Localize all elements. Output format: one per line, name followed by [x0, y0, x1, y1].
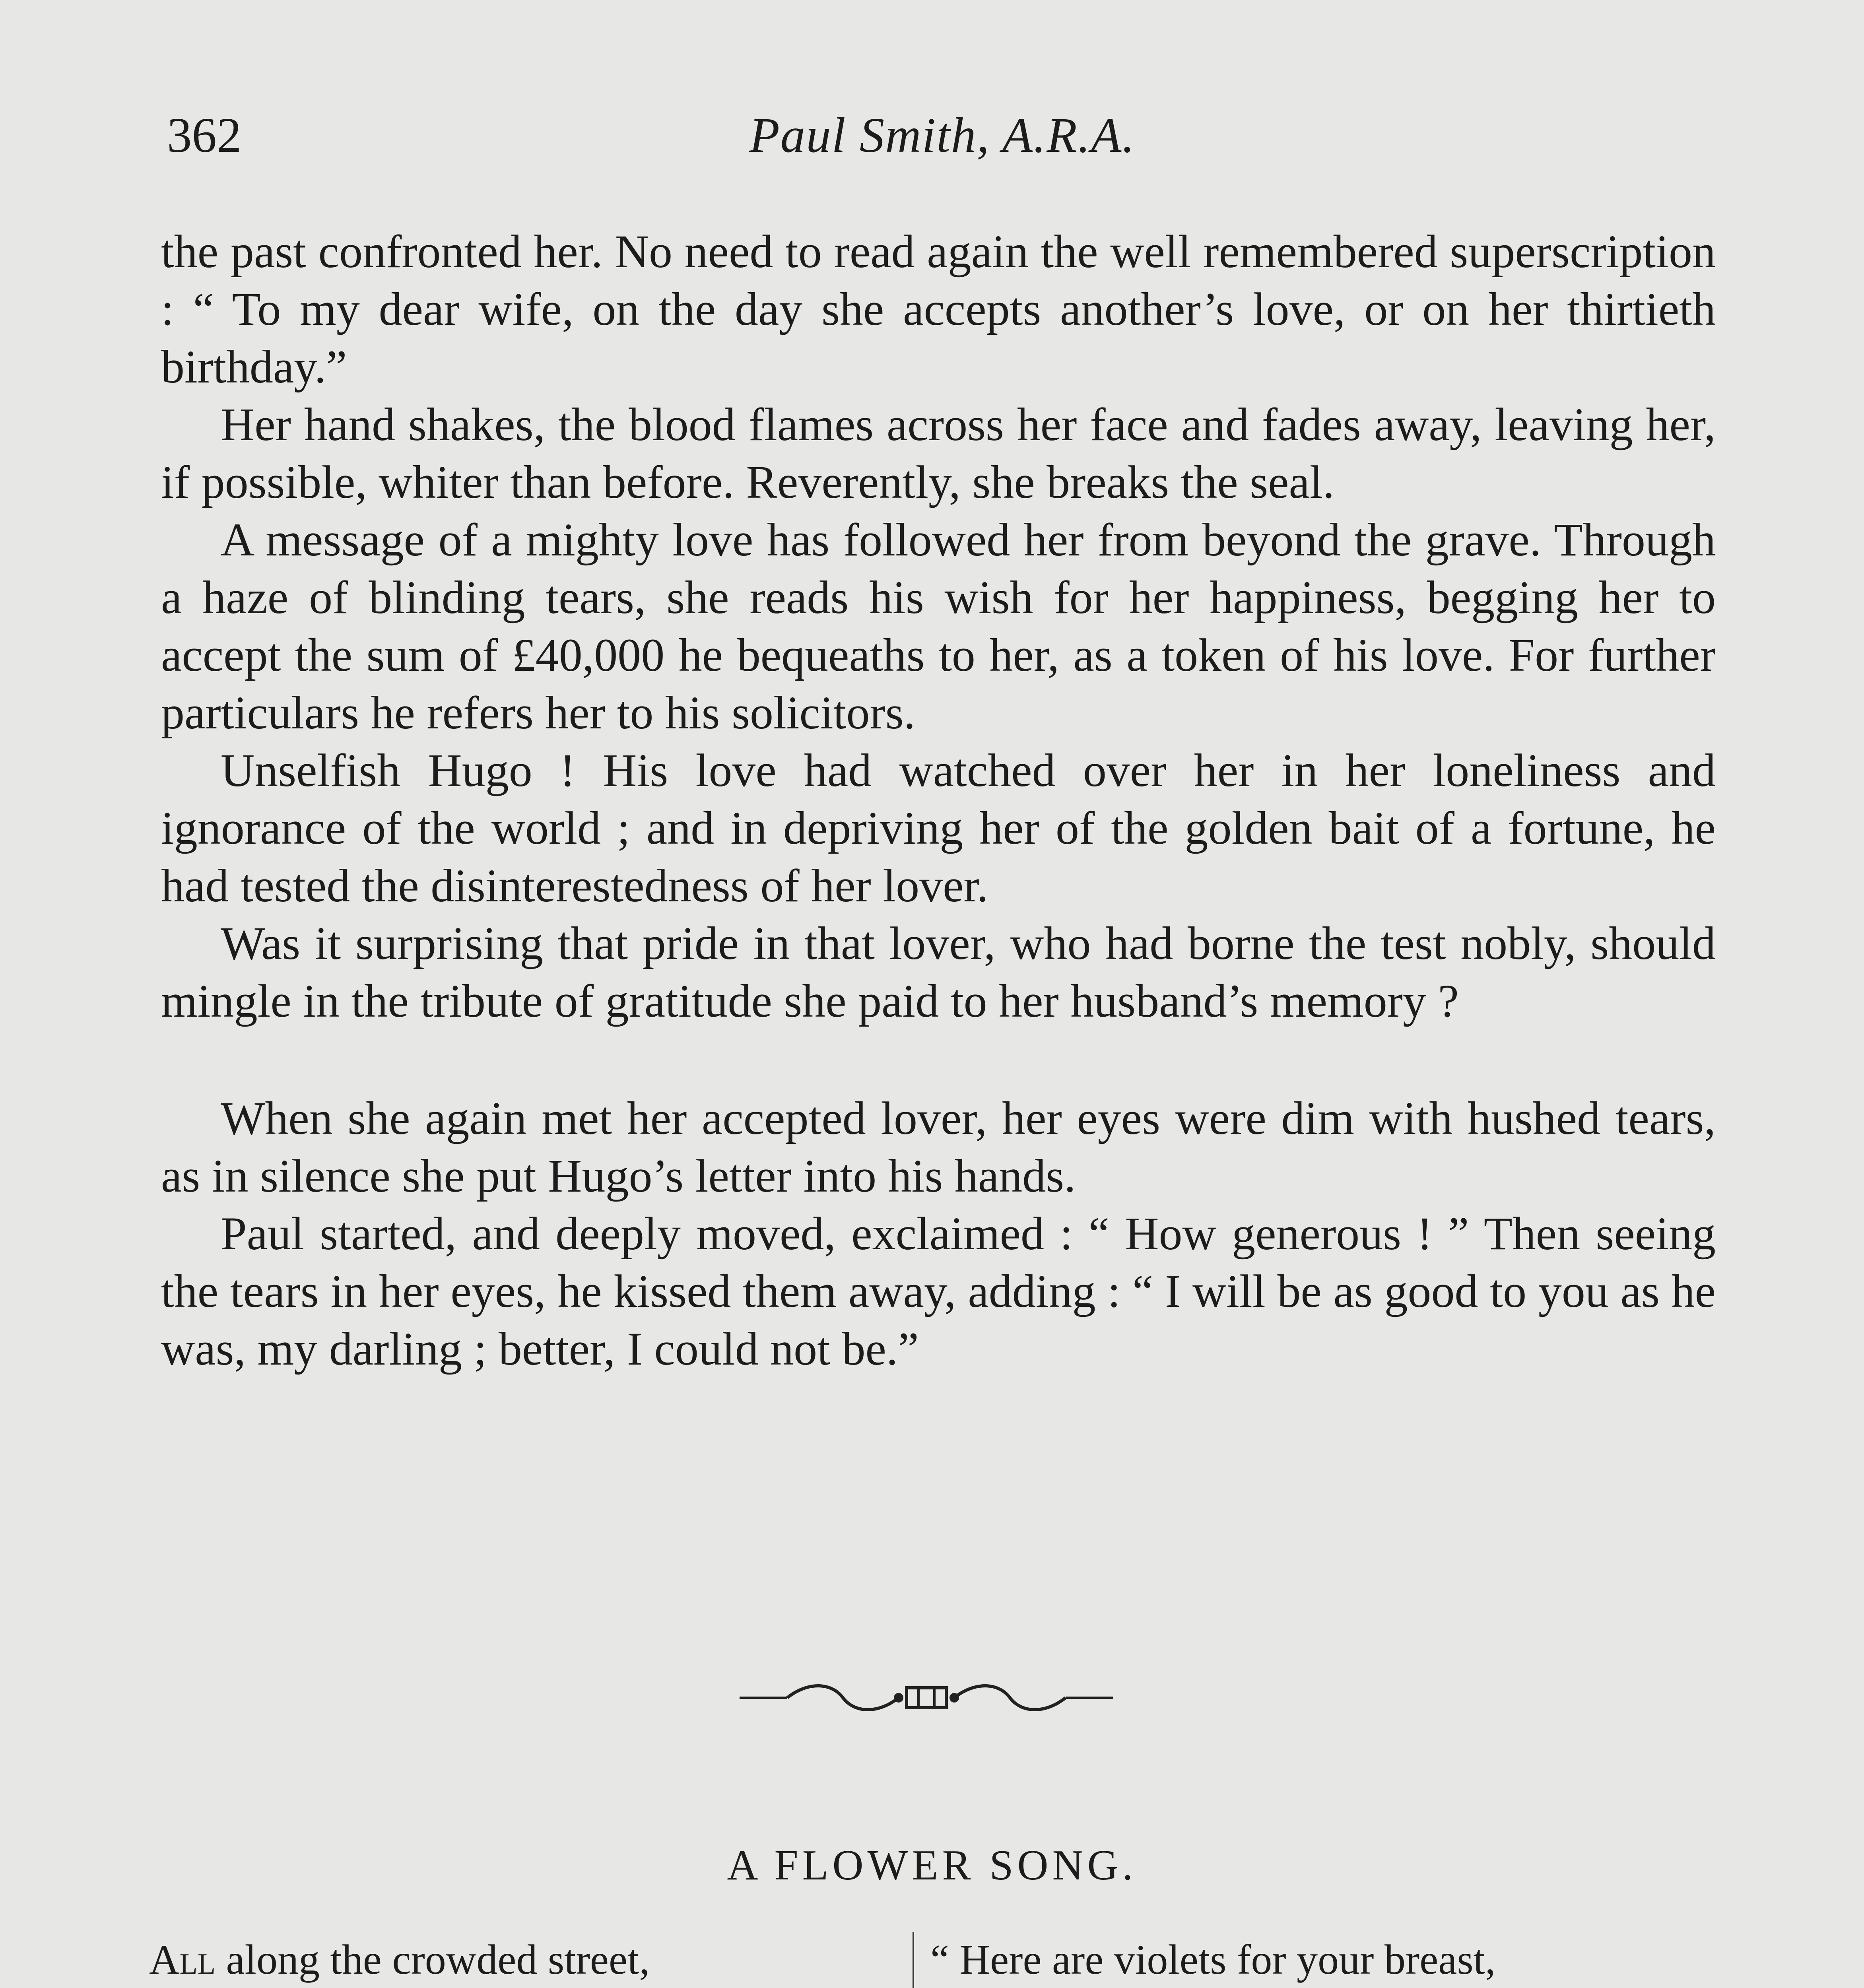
stanza: [930, 1932, 1714, 1988]
poem-line: “ Here are violets for your breast,: [930, 1936, 1496, 1983]
page-header: [167, 107, 1718, 187]
story-text: [161, 223, 1716, 1378]
paragraph: When she again met her accepted lover, her eyes were dim with hushed tears, as in silence she put Hugo’s letter into his hands.: [161, 1092, 1716, 1202]
stanza: [149, 1932, 932, 1988]
paragraph: Her hand shakes, the blood flames across her face and fades away, leaving her, if possible, whiter than before. Reverently, she breaks the seal.: [161, 398, 1716, 508]
poem-right-column: [930, 1932, 1714, 1988]
poem-title: A FLOWER SONG.: [727, 1842, 1137, 1889]
decorative-scroll-ornament-icon: [740, 1680, 1113, 1716]
first-word: All: [149, 1936, 216, 1983]
paragraph: Paul started, and deeply moved, exclaimed : “ How generous ! ” Then seeing the tears in her eyes, he kissed them away, adding : “ I will be as good to you as he was, my darling ; better, I could not be.”: [161, 1208, 1716, 1375]
paragraph: A message of a mighty love has followed her from beyond the grave. Through a haze of blinding tears, she reads his wish for her happiness, begging her to accept the sum of £40,000 he bequeaths to her, as a token of his love. For further particulars he refers her to his solicitors.: [161, 514, 1716, 739]
paragraph: Was it surprising that pride in that lover, who had borne the test nobly, should mingle in the tribute of gratitude she paid to her husband’s memory ?: [161, 917, 1716, 1027]
paragraph: Unselfish Hugo ! His love had watched over her in her loneliness and ignorance of the world ; and in depriving her of the golden bait of a fortune, he had tested the disinterestedness of her lover.: [161, 744, 1716, 912]
page-number: 362: [167, 108, 242, 163]
column-divider: [913, 1932, 914, 1988]
paragraph: the past confronted her. No need to read again the well remembered superscription : “ To my dear wife, on the day she accepts another’s love, or on her thirtieth birthday.”: [161, 225, 1716, 393]
poem-left-column: [149, 1932, 932, 1988]
poem-line: All along the crowded street,: [149, 1936, 650, 1983]
running-head: Paul Smith, A.R.A.: [749, 108, 1136, 163]
